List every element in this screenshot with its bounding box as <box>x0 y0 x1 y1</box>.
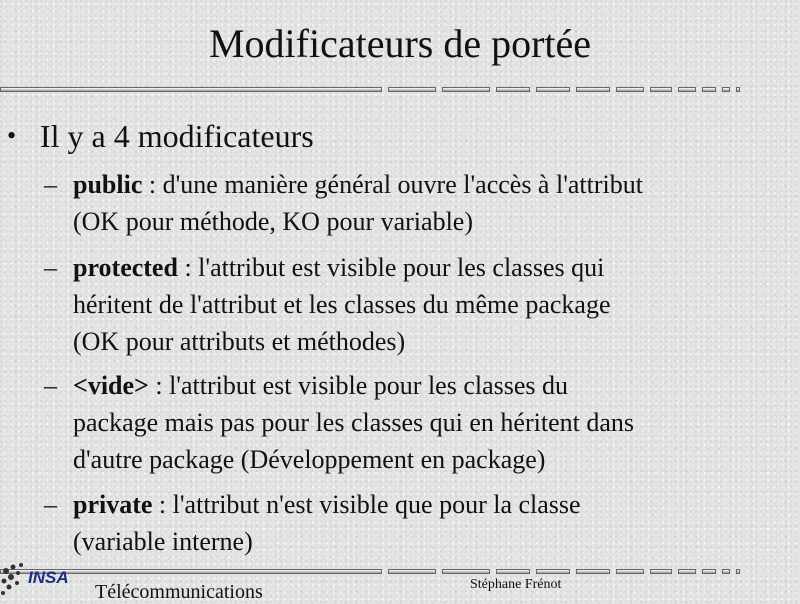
list-item-vide <box>44 367 773 478</box>
item-text: héritent de l'attribut et les classes du même package <box>73 290 611 319</box>
item-text: (variable interne) <box>73 527 253 556</box>
insa-logo-icon <box>0 555 84 600</box>
dash-marker: – <box>44 490 57 519</box>
main-bullet <box>40 116 314 156</box>
keyword-protected: protected <box>73 253 178 282</box>
item-text: (OK pour attributs et méthodes) <box>73 327 406 356</box>
item-text: : l'attribut n'est visible que pour la classe <box>152 490 581 519</box>
footer-author: Stéphane Frénot <box>470 577 562 592</box>
item-text: : d'une manière général ouvre l'accès à l'attribut <box>142 170 643 199</box>
logo-text: INSA <box>28 568 69 587</box>
item-text: d'autre package (Développement en package) <box>73 445 546 474</box>
keyword-public: public <box>73 170 143 199</box>
dash-marker: – <box>44 253 57 282</box>
main-bullet-text: Il y a 4 modificateurs <box>40 118 314 154</box>
footer-department: Télécommunications <box>95 581 263 603</box>
list-item-protected <box>44 249 773 360</box>
dash-marker: – <box>44 371 57 400</box>
list-item-private <box>44 486 773 560</box>
item-text: : l'attribut est visible pour les classes qui <box>177 253 605 282</box>
item-text: (OK pour méthode, KO pour variable) <box>73 207 473 236</box>
list-item-public <box>44 166 773 240</box>
title-divider <box>0 86 734 93</box>
footer-divider <box>0 568 734 575</box>
slide-title: Modificateurs de portée <box>208 21 592 66</box>
keyword-private: private <box>73 490 153 519</box>
dash-marker: – <box>44 170 57 199</box>
keyword-vide: <vide> <box>73 371 149 400</box>
item-text: package mais pas pour les classes qui en héritent dans <box>73 408 634 437</box>
item-text: : l'attribut est visible pour les classes du <box>148 371 569 400</box>
